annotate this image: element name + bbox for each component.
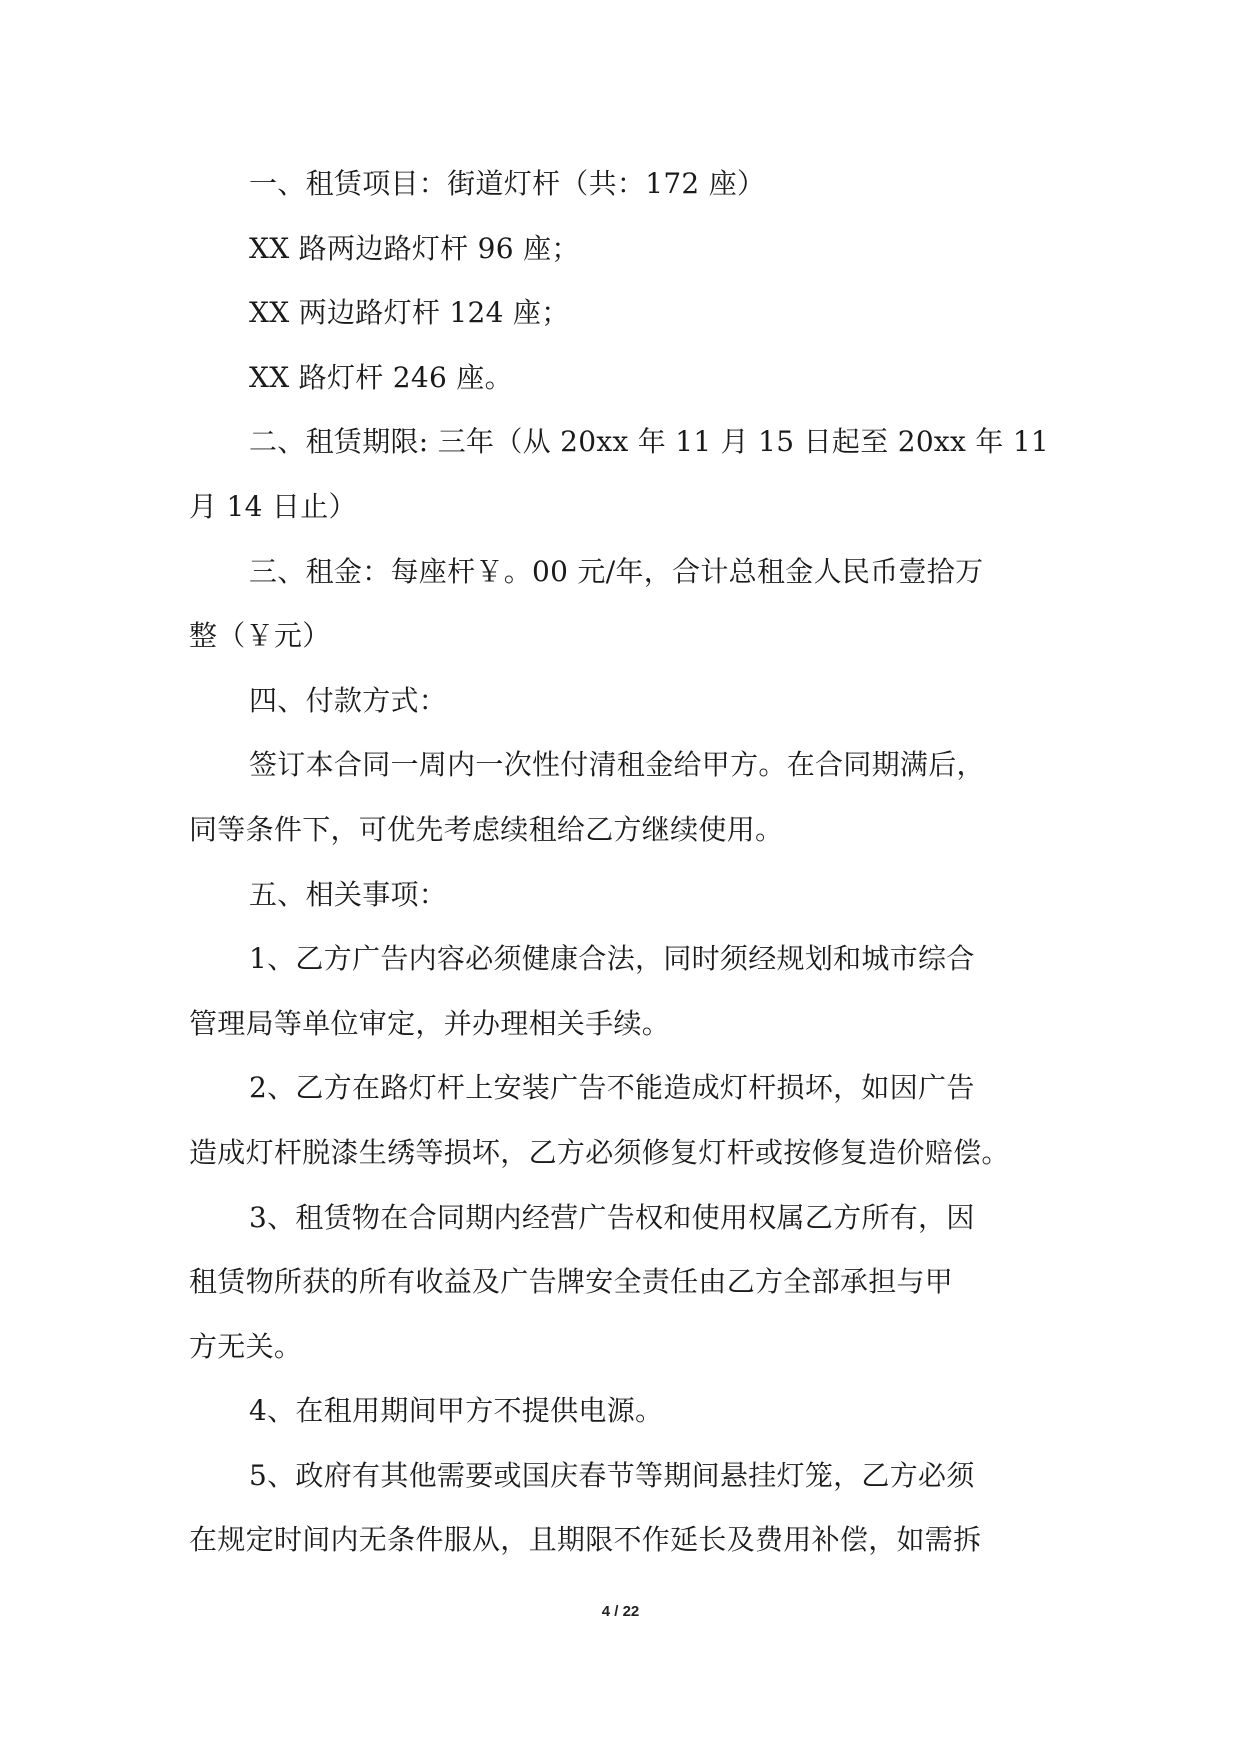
text-line: 1、乙方广告内容必须健康合法，同时须经规划和城市综合 bbox=[249, 942, 975, 976]
text-line: 同等条件下，可优先考虑续租给乙方继续使用。 bbox=[189, 812, 784, 846]
document-body bbox=[189, 152, 1055, 1573]
text-line: 整（￥元） bbox=[189, 619, 331, 653]
page-number: 4 / 22 bbox=[601, 1603, 640, 1620]
text-line: 租赁物所获的所有收益及广告牌安全责任由乙方全部承担与甲 bbox=[189, 1265, 954, 1299]
text-line: 二、租赁期限: 三年（从 20xx 年 11 月 15 日起至 20xx 年 11 bbox=[249, 425, 1050, 459]
text-line: 三、租金：每座杆￥。00 元/年，合计总租金人民币壹拾万 bbox=[249, 554, 984, 588]
text-line: 一、租赁项目：街道灯杆（共：172 座） bbox=[249, 167, 766, 200]
text-line: 五、相关事项： bbox=[249, 877, 448, 911]
text-line: 造成灯杆脱漆生绣等损坏，乙方必须修复灯杆或按修复造价赔偿。 bbox=[189, 1135, 1010, 1169]
text-line: 签订本合同一周内一次性付清租金给甲方。在合同期满后， bbox=[249, 748, 985, 782]
text-line: 四、付款方式： bbox=[249, 683, 448, 717]
text-line: 3、租赁物在合同期内经营广告权和使用权属乙方所有，因 bbox=[249, 1200, 975, 1234]
text-line: XX 路两边路灯杆 96 座； bbox=[249, 231, 580, 265]
text-line: 在规定时间内无条件服从，且期限不作延长及费用补偿，如需拆 bbox=[189, 1523, 982, 1557]
text-line: XX 路灯杆 246 座。 bbox=[249, 360, 513, 394]
text-line: 方无关。 bbox=[189, 1329, 303, 1363]
text-line: 4、在租用期间甲方不提供电源。 bbox=[249, 1394, 664, 1428]
text-line: 2、乙方在路灯杆上安装广告不能造成灯杆损坏，如因广告 bbox=[249, 1071, 975, 1105]
text-line: 月 14 日止） bbox=[189, 489, 357, 523]
text-line: 5、政府有其他需要或国庆春节等期间悬挂灯笼，乙方必须 bbox=[249, 1458, 975, 1492]
text-line: XX 两边路灯杆 124 座； bbox=[249, 296, 570, 330]
text-line: 管理局等单位审定，并办理相关手续。 bbox=[189, 1006, 671, 1040]
